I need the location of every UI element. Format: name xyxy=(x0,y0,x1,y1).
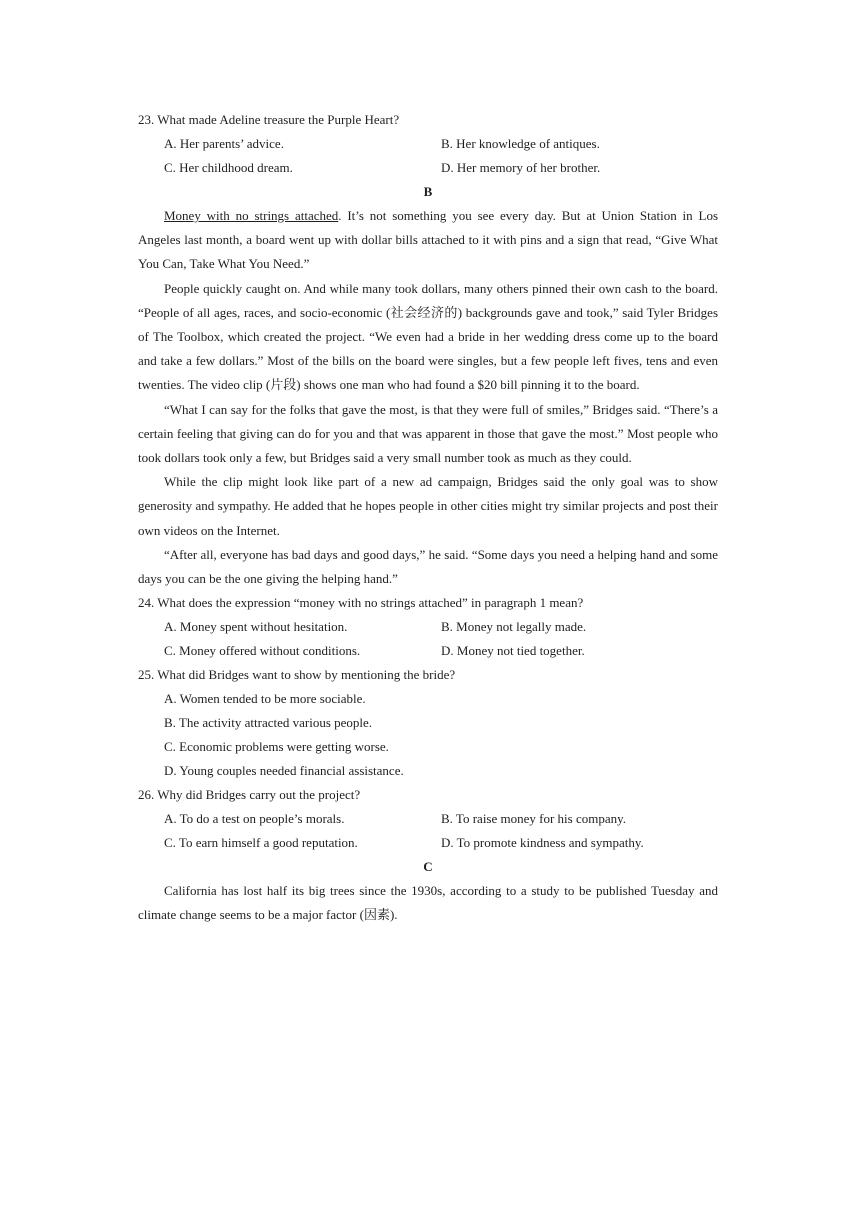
question-24-text: 24. What does the expression “money with no strings attached” in paragraph 1 mean? xyxy=(138,595,584,611)
question-24 xyxy=(138,591,718,663)
q24-option-c: C. Money offered without conditions. xyxy=(164,643,361,659)
q25-option-c: C. Economic problems were getting worse. xyxy=(164,739,389,755)
q25-option-d: D. Young couples needed financial assistance. xyxy=(164,763,404,779)
q23-option-b: B. Her knowledge of antiques. xyxy=(441,136,600,151)
question-25-text: 25. What did Bridges want to show by mentioning the bride? xyxy=(138,667,456,683)
question-23-options xyxy=(138,132,718,180)
question-25-options xyxy=(138,687,718,783)
section-b-paragraph-2: People quickly caught on. And while many took dollars, many others pinned their own cash to the board. “People of all ages, races, and socio-economic (社会经济的) backgrounds gave and took,” said Tyler Bridges of The Toolbox, which created the project. “We even had a bride in her wedding dress come up to the board and take a few dollars.” Most of the bills on the board were singles, but a few people left fives, tens and even twenties. The video clip (片段) shows one man who had found a $20 bill pinning it to the board. xyxy=(138,280,718,393)
q25-option-b: B. The activity attracted various people. xyxy=(164,715,373,731)
question-23 xyxy=(138,108,718,180)
underlined-phrase: Money with no strings attached xyxy=(164,208,339,223)
section-b-paragraph-4: While the clip might look like part of a new ad campaign, Bridges said the only goal was to show generosity and sympathy. He added that he hopes people in other cities might try similar projects and post their own videos on the Internet. xyxy=(138,474,718,538)
question-23-text: 23. What made Adeline treasure the Purple Heart? xyxy=(138,112,400,127)
section-c-paragraph-1: California has lost half its big trees since the 1930s, according to a study to be published Tuesday and climate change seems to be a major factor (因素). xyxy=(138,883,718,923)
q23-option-c: C. Her childhood dream. xyxy=(164,160,293,175)
q24-option-d: D. Money not tied together. xyxy=(441,643,585,659)
paragraph-1-rest: . It’s not something you see every day. But at Union Station in Los Angeles last month, a board went up with dollar bills attached to it with pins and a sign that read, “Give What You Can, Take What You Need.” xyxy=(138,208,718,272)
question-25 xyxy=(138,663,718,783)
question-26-options xyxy=(138,807,718,855)
exam-page xyxy=(138,108,718,928)
section-c-heading: C xyxy=(423,859,433,875)
q23-option-a: A. Her parents’ advice. xyxy=(164,136,284,151)
question-24-options xyxy=(138,615,718,663)
section-b-heading: B xyxy=(423,184,433,199)
q26-option-c: C. To earn himself a good reputation. xyxy=(164,835,358,851)
q25-option-a: A. Women tended to be more sociable. xyxy=(164,691,366,707)
q23-option-d: D. Her memory of her brother. xyxy=(441,160,601,175)
q26-option-a: A. To do a test on people’s morals. xyxy=(164,811,345,827)
q24-option-b: B. Money not legally made. xyxy=(441,619,587,635)
question-26 xyxy=(138,783,718,855)
q26-option-d: D. To promote kindness and sympathy. xyxy=(441,835,644,851)
section-b-paragraph-5: “After all, everyone has bad days and good days,” he said. “Some days you need a helping hand and some days you can be the one giving the helping hand.” xyxy=(138,546,718,587)
section-b-paragraph-3: “What I can say for the folks that gave the most, is that they were full of smiles,” Bridges said. “There’s a certain feeling that giving can do for you and that was apparent in those that gave the most.” Most people who took dollars took only a few, but Bridges said a very small number took as much as they could. xyxy=(138,401,718,466)
section-b-paragraph-1 xyxy=(138,204,718,277)
q26-option-b: B. To raise money for his company. xyxy=(441,811,627,827)
q24-option-a: A. Money spent without hesitation. xyxy=(164,619,348,635)
question-26-text: 26. Why did Bridges carry out the project? xyxy=(138,787,361,803)
